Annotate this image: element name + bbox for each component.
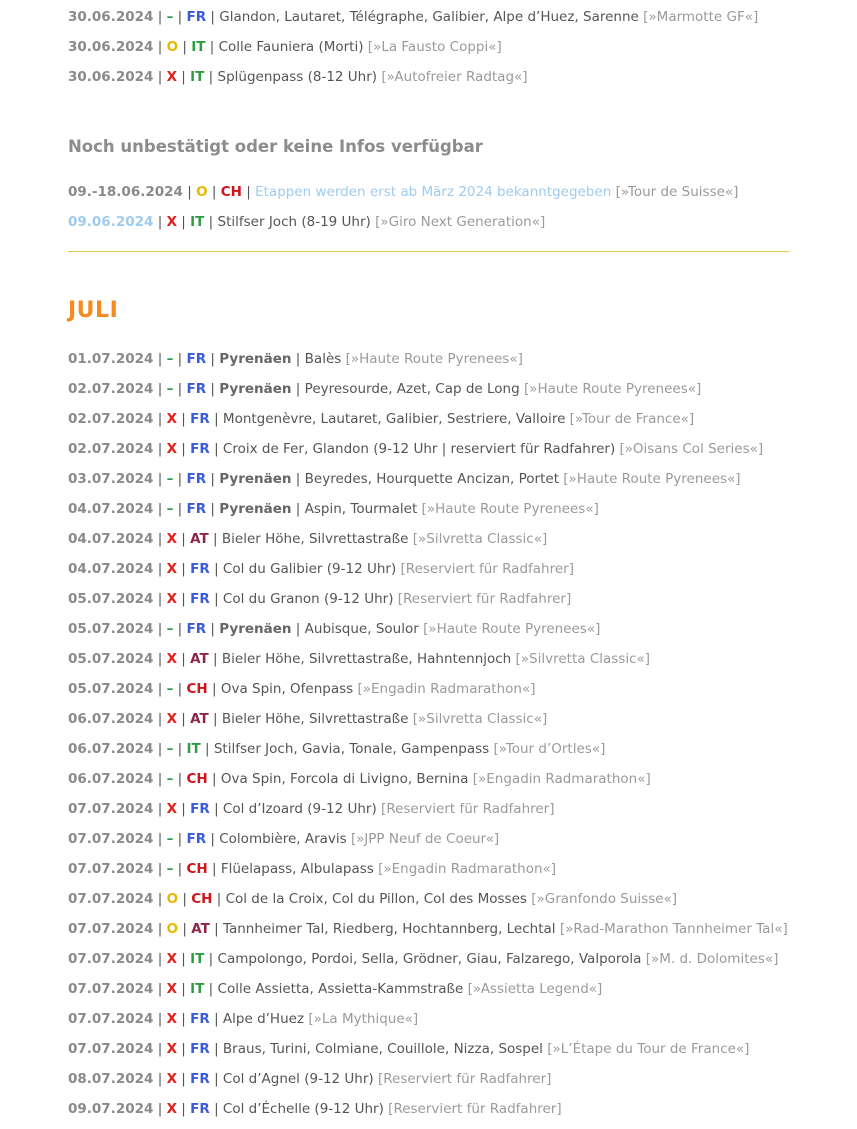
status-badge: – xyxy=(166,831,174,847)
region-label: Pyrenäen xyxy=(219,381,292,397)
event-link[interactable]: [Reserviert für Radfahrer] xyxy=(388,1101,562,1117)
unconfirmed-heading: Noch unbestätigt oder keine Infos verfügbar xyxy=(68,137,483,156)
list-item xyxy=(68,674,789,704)
separator: | xyxy=(157,531,163,547)
event-date: 30.06.2024 xyxy=(68,39,154,55)
country-code: IT xyxy=(190,214,205,230)
separator: | xyxy=(208,214,214,230)
status-badge: O xyxy=(166,921,179,937)
route-text: Col d’Izoard (9-12 Uhr) xyxy=(222,801,377,817)
separator: | xyxy=(213,531,218,547)
separator: | xyxy=(157,771,163,787)
separator: | xyxy=(157,1071,163,1087)
separator: | xyxy=(157,891,163,907)
separator: | xyxy=(181,441,186,457)
separator: | xyxy=(157,591,163,607)
list-item xyxy=(68,794,789,824)
event-date: 05.07.2024 xyxy=(68,681,154,697)
list-item xyxy=(68,944,789,974)
list-item xyxy=(68,824,789,854)
separator: | xyxy=(157,381,163,397)
list-item xyxy=(68,524,789,554)
separator: | xyxy=(181,1101,186,1117)
route-text: Balès xyxy=(304,351,342,367)
country-code: FR xyxy=(190,1011,210,1027)
separator: | xyxy=(181,651,186,667)
event-link[interactable]: [»Marmotte GF«] xyxy=(643,9,759,25)
month-heading-july: JULI xyxy=(68,298,119,323)
event-date: 07.07.2024 xyxy=(68,861,154,877)
route-text: Col du Galibier (9-12 Uhr) xyxy=(222,561,397,577)
separator: | xyxy=(182,891,187,907)
status-badge: X xyxy=(166,441,177,457)
country-code: IT xyxy=(190,69,205,85)
section-divider xyxy=(68,251,789,252)
country-code: CH xyxy=(186,861,208,877)
route-text: Col de la Croix, Col du Pillon, Col des Mosses xyxy=(225,891,527,907)
event-date: 07.07.2024 xyxy=(68,1011,154,1027)
separator: | xyxy=(157,351,163,367)
status-badge: – xyxy=(166,861,174,877)
separator: | xyxy=(214,591,219,607)
event-link[interactable]: [»Rad-Marathon Tannheimer Tal«] xyxy=(559,921,788,937)
list-item xyxy=(68,1034,789,1064)
list-item xyxy=(68,974,789,1004)
country-code: CH xyxy=(191,891,213,907)
country-code: CH xyxy=(186,771,208,787)
route-text: Bieler Höhe, Silvrettastraße xyxy=(221,711,409,727)
list-item xyxy=(68,494,789,524)
route-text: Splügenpass (8-12 Uhr) xyxy=(217,69,378,85)
status-badge: – xyxy=(166,741,174,757)
country-code: IT xyxy=(191,39,206,55)
separator: | xyxy=(157,501,163,517)
list-item xyxy=(68,914,789,944)
separator: | xyxy=(181,981,186,997)
event-link[interactable]: [»Engadin Radmarathon«] xyxy=(472,771,651,787)
country-code: FR xyxy=(186,9,207,25)
route-text: Stilfser Joch, Gavia, Tonale, Gampenpass xyxy=(213,741,490,757)
country-code: FR xyxy=(190,441,210,457)
separator: | xyxy=(295,501,301,517)
route-text: Etappen werden erst ab März 2024 bekanntgegeben xyxy=(255,184,612,200)
separator: | xyxy=(214,561,219,577)
event-link[interactable]: [»Tour de Suisse«] xyxy=(615,184,739,200)
status-badge: – xyxy=(166,501,174,517)
separator: | xyxy=(208,951,214,967)
status-badge: X xyxy=(166,1071,177,1087)
list-item xyxy=(68,464,789,494)
separator: | xyxy=(181,801,186,817)
separator: | xyxy=(208,981,214,997)
event-link[interactable]: [»Tour de France«] xyxy=(569,411,695,427)
status-badge: X xyxy=(166,214,177,230)
list-item xyxy=(68,734,789,764)
event-date: 09.-18.06.2024 xyxy=(68,184,183,200)
list-item xyxy=(68,704,789,734)
status-badge: X xyxy=(166,1011,177,1027)
status-badge: X xyxy=(166,1101,177,1117)
separator: | xyxy=(181,214,186,230)
country-code: FR xyxy=(186,501,207,517)
separator: | xyxy=(157,921,163,937)
route-text: Col d’Échelle (9-12 Uhr) xyxy=(222,1101,384,1117)
list-item xyxy=(68,884,789,914)
country-code: FR xyxy=(190,1041,210,1057)
separator: | xyxy=(157,621,163,637)
country-code: AT xyxy=(190,711,209,727)
status-badge: X xyxy=(166,531,177,547)
separator: | xyxy=(157,69,163,85)
separator: | xyxy=(214,411,219,427)
route-text: Alpe d’Huez xyxy=(222,1011,305,1027)
separator: | xyxy=(157,711,163,727)
separator: | xyxy=(210,9,215,25)
separator: | xyxy=(177,771,183,787)
event-link[interactable]: [»Haute Route Pyrenees«] xyxy=(423,621,601,637)
country-code: FR xyxy=(190,411,210,427)
separator: | xyxy=(210,351,215,367)
route-text: Bieler Höhe, Silvrettastraße, Hahntennjoch xyxy=(221,651,512,667)
separator: | xyxy=(157,951,163,967)
country-code: FR xyxy=(190,561,210,577)
separator: | xyxy=(214,801,219,817)
list-item xyxy=(68,1004,789,1034)
country-code: FR xyxy=(186,381,207,397)
separator: | xyxy=(214,441,219,457)
country-code: CH xyxy=(220,184,242,200)
event-date: 09.07.2024 xyxy=(68,1101,154,1117)
separator: | xyxy=(177,381,183,397)
status-badge: X xyxy=(166,561,177,577)
separator: | xyxy=(181,1071,186,1087)
route-text: Beyredes, Hourquette Ancizan, Portet xyxy=(304,471,559,487)
separator: | xyxy=(181,531,186,547)
separator: | xyxy=(157,9,163,25)
status-badge: X xyxy=(166,411,177,427)
route-text: Col du Granon (9-12 Uhr) xyxy=(222,591,394,607)
separator: | xyxy=(181,1011,186,1027)
event-link[interactable]: [Reserviert für Radfahrer] xyxy=(377,1071,552,1087)
status-badge: – xyxy=(166,381,174,397)
country-code: FR xyxy=(186,471,207,487)
event-link[interactable]: [»Silvretta Classic«] xyxy=(412,531,548,547)
list-item xyxy=(68,177,789,207)
status-badge: O xyxy=(166,39,179,55)
country-code: FR xyxy=(186,621,207,637)
event-date: 05.07.2024 xyxy=(68,591,154,607)
event-date: 02.07.2024 xyxy=(68,441,154,457)
event-date: 02.07.2024 xyxy=(68,411,154,427)
separator: | xyxy=(211,681,217,697)
separator: | xyxy=(214,1071,219,1087)
event-date: 07.07.2024 xyxy=(68,891,154,907)
list-item xyxy=(68,207,789,237)
region-label: Pyrenäen xyxy=(219,621,292,637)
separator: | xyxy=(157,561,163,577)
june-list xyxy=(68,2,789,92)
separator: | xyxy=(210,471,215,487)
route-text: Colle Fauniera (Morti) xyxy=(218,39,364,55)
july-list xyxy=(68,344,789,1124)
status-badge: X xyxy=(166,651,177,667)
event-date: 30.06.2024 xyxy=(68,9,154,25)
status-badge: – xyxy=(166,351,174,367)
route-text: Colle Assietta, Assietta-Kammstraße xyxy=(217,981,464,997)
list-item xyxy=(68,554,789,584)
separator: | xyxy=(157,1011,163,1027)
country-code: FR xyxy=(186,351,207,367)
list-item xyxy=(68,1094,789,1124)
event-link[interactable]: [»Oisans Col Series«] xyxy=(619,441,764,457)
separator: | xyxy=(209,39,215,55)
status-badge: – xyxy=(166,9,174,25)
event-link[interactable]: [»La Mythique«] xyxy=(308,1011,419,1027)
separator: | xyxy=(177,471,183,487)
separator: | xyxy=(187,184,192,200)
event-date: 08.07.2024 xyxy=(68,1071,154,1087)
status-badge: X xyxy=(166,1041,177,1057)
separator: | xyxy=(210,831,215,847)
status-badge: O xyxy=(196,184,208,200)
separator: | xyxy=(214,1041,219,1057)
separator: | xyxy=(295,381,301,397)
route-text: Glandon, Lautaret, Télégraphe, Galibier, Alpe d’Huez, Sarenne xyxy=(219,9,639,25)
status-badge: O xyxy=(166,891,179,907)
separator: | xyxy=(157,681,163,697)
event-date: 06.07.2024 xyxy=(68,711,154,727)
list-item xyxy=(68,764,789,794)
event-date: 07.07.2024 xyxy=(68,981,154,997)
separator: | xyxy=(157,411,163,427)
route-text: Aspin, Tourmalet xyxy=(304,501,418,517)
route-text: Colombière, Aravis xyxy=(219,831,347,847)
country-code: FR xyxy=(190,801,210,817)
event-link[interactable]: [»Assietta Legend«] xyxy=(467,981,603,997)
separator: | xyxy=(295,351,301,367)
list-item xyxy=(68,404,789,434)
event-link[interactable]: [»Silvretta Classic«] xyxy=(515,651,651,667)
separator: | xyxy=(211,184,217,200)
separator: | xyxy=(181,1041,186,1057)
list-item xyxy=(68,434,789,464)
separator: | xyxy=(216,891,222,907)
status-badge: X xyxy=(166,981,177,997)
separator: | xyxy=(157,831,163,847)
event-link[interactable]: [»Granfondo Suisse«] xyxy=(531,891,678,907)
status-badge: X xyxy=(166,801,177,817)
separator: | xyxy=(210,381,215,397)
event-link[interactable]: [»Giro Next Generation«] xyxy=(375,214,546,230)
separator: | xyxy=(205,741,210,757)
unconfirmed-list xyxy=(68,177,789,237)
route-text: Campolongo, Pordoi, Sella, Grödner, Giau, Falzarego, Valporola xyxy=(217,951,646,967)
separator: | xyxy=(177,9,183,25)
country-code: IT xyxy=(186,741,201,757)
country-code: FR xyxy=(186,831,207,847)
separator: | xyxy=(210,621,215,637)
event-link[interactable]: [Reserviert für Radfahrer] xyxy=(400,561,574,577)
status-badge: X xyxy=(166,591,177,607)
list-item xyxy=(68,854,789,884)
route-text: Ova Spin, Ofenpass xyxy=(220,681,354,697)
event-link[interactable]: [»Haute Route Pyrenees«] xyxy=(421,501,599,517)
event-date: 07.07.2024 xyxy=(68,831,154,847)
event-link[interactable]: [Reserviert für Radfahrer] xyxy=(381,801,555,817)
separator: | xyxy=(246,184,251,200)
status-badge: – xyxy=(166,681,174,697)
event-link[interactable]: [»Haute Route Pyrenees«] xyxy=(523,381,702,397)
list-item xyxy=(68,374,789,404)
event-link[interactable]: [»L’Étape du Tour de France«] xyxy=(547,1041,750,1057)
event-link[interactable]: [»Engadin Radmarathon«] xyxy=(357,681,536,697)
separator: | xyxy=(177,681,183,697)
separator: | xyxy=(157,741,163,757)
separator: | xyxy=(181,591,186,607)
list-item xyxy=(68,644,789,674)
event-date: 02.07.2024 xyxy=(68,381,154,397)
separator: | xyxy=(177,741,183,757)
separator: | xyxy=(157,471,163,487)
separator: | xyxy=(295,471,301,487)
region-label: Pyrenäen xyxy=(219,471,292,487)
event-date: 01.07.2024 xyxy=(68,351,154,367)
route-text: Peyresourde, Azet, Cap de Long xyxy=(304,381,520,397)
event-link[interactable]: [»Haute Route Pyrenees«] xyxy=(563,471,741,487)
event-date: 04.07.2024 xyxy=(68,531,154,547)
event-date: 03.07.2024 xyxy=(68,471,154,487)
event-link[interactable]: [»La Fausto Coppi«] xyxy=(367,39,502,55)
separator: | xyxy=(214,1101,219,1117)
separator: | xyxy=(181,711,186,727)
separator: | xyxy=(157,981,163,997)
event-date: 05.07.2024 xyxy=(68,621,154,637)
list-item xyxy=(68,584,789,614)
region-label: Pyrenäen xyxy=(219,351,292,367)
separator: | xyxy=(157,801,163,817)
event-date: 07.07.2024 xyxy=(68,1041,154,1057)
country-code: IT xyxy=(190,951,205,967)
separator: | xyxy=(177,351,183,367)
country-code: IT xyxy=(190,981,205,997)
status-badge: – xyxy=(166,471,174,487)
event-date: 05.07.2024 xyxy=(68,651,154,667)
event-date: 07.07.2024 xyxy=(68,921,154,937)
route-text: Ova Spin, Forcola di Livigno, Bernina xyxy=(220,771,469,787)
separator: | xyxy=(157,651,163,667)
separator: | xyxy=(177,831,183,847)
separator: | xyxy=(177,621,183,637)
separator: | xyxy=(214,1011,219,1027)
separator: | xyxy=(157,1041,163,1057)
route-text: Tannheimer Tal, Riedberg, Hochtannberg, Lechtal xyxy=(222,921,556,937)
route-text: Col d’Agnel (9-12 Uhr) xyxy=(222,1071,374,1087)
event-link[interactable]: [»Silvretta Classic«] xyxy=(412,711,548,727)
status-badge: – xyxy=(166,771,174,787)
event-date: 09.06.2024 xyxy=(68,214,154,230)
separator: | xyxy=(157,214,163,230)
country-code: CH xyxy=(186,681,208,697)
separator: | xyxy=(177,861,183,877)
route-text: Stilfser Joch (8-19 Uhr) xyxy=(217,214,371,230)
route-text: Bieler Höhe, Silvrettastraße xyxy=(221,531,409,547)
event-date: 06.07.2024 xyxy=(68,771,154,787)
list-item xyxy=(68,1064,789,1094)
separator: | xyxy=(181,69,186,85)
country-code: FR xyxy=(190,591,210,607)
list-item xyxy=(68,614,789,644)
separator: | xyxy=(157,441,163,457)
country-code: AT xyxy=(190,651,209,667)
event-date: 07.07.2024 xyxy=(68,801,154,817)
route-text: Croix de Fer, Glandon (9-12 Uhr | reserviert für Radfahrer) xyxy=(222,441,616,457)
separator: | xyxy=(210,501,215,517)
separator: | xyxy=(157,39,163,55)
route-text: Flüelapass, Albulapass xyxy=(220,861,374,877)
separator: | xyxy=(214,921,219,937)
separator: | xyxy=(208,69,214,85)
separator: | xyxy=(181,951,186,967)
status-badge: – xyxy=(166,621,174,637)
event-link[interactable]: [»Engadin Radmarathon«] xyxy=(378,861,557,877)
event-link[interactable]: [»M. d. Dolomites«] xyxy=(645,951,779,967)
status-badge: X xyxy=(166,711,177,727)
route-text: Montgenèvre, Lautaret, Galibier, Sestriere, Valloire xyxy=(222,411,566,427)
list-item xyxy=(68,32,789,62)
separator: | xyxy=(211,771,217,787)
event-link[interactable]: [»JPP Neuf de Coeur«] xyxy=(351,831,500,847)
separator: | xyxy=(213,711,218,727)
country-code: FR xyxy=(190,1101,210,1117)
country-code: FR xyxy=(190,1071,210,1087)
separator: | xyxy=(211,861,217,877)
route-text: Braus, Turini, Colmiane, Couillole, Nizza, Sospel xyxy=(222,1041,543,1057)
region-label: Pyrenäen xyxy=(219,501,292,517)
event-link[interactable]: [»Autofreier Radtag«] xyxy=(381,69,528,85)
separator: | xyxy=(157,1101,163,1117)
separator: | xyxy=(182,39,187,55)
separator: | xyxy=(182,921,187,937)
status-badge: X xyxy=(166,951,177,967)
route-text: Aubisque, Soulor xyxy=(304,621,419,637)
list-item xyxy=(68,62,789,92)
event-link[interactable]: [»Tour d’Ortles«] xyxy=(493,741,606,757)
event-date: 04.07.2024 xyxy=(68,501,154,517)
event-date: 04.07.2024 xyxy=(68,561,154,577)
list-item xyxy=(68,2,789,32)
separator: | xyxy=(157,861,163,877)
event-date: 06.07.2024 xyxy=(68,741,154,757)
event-date: 07.07.2024 xyxy=(68,951,154,967)
status-badge: X xyxy=(166,69,177,85)
separator: | xyxy=(181,411,186,427)
country-code: AT xyxy=(190,531,209,547)
separator: | xyxy=(295,621,301,637)
event-date: 30.06.2024 xyxy=(68,69,154,85)
event-link[interactable]: [»Haute Route Pyrenees«] xyxy=(345,351,523,367)
separator: | xyxy=(213,651,218,667)
country-code: AT xyxy=(191,921,210,937)
list-item xyxy=(68,344,789,374)
separator: | xyxy=(181,561,186,577)
separator: | xyxy=(177,501,183,517)
event-link[interactable]: [Reserviert für Radfahrer] xyxy=(397,591,572,607)
